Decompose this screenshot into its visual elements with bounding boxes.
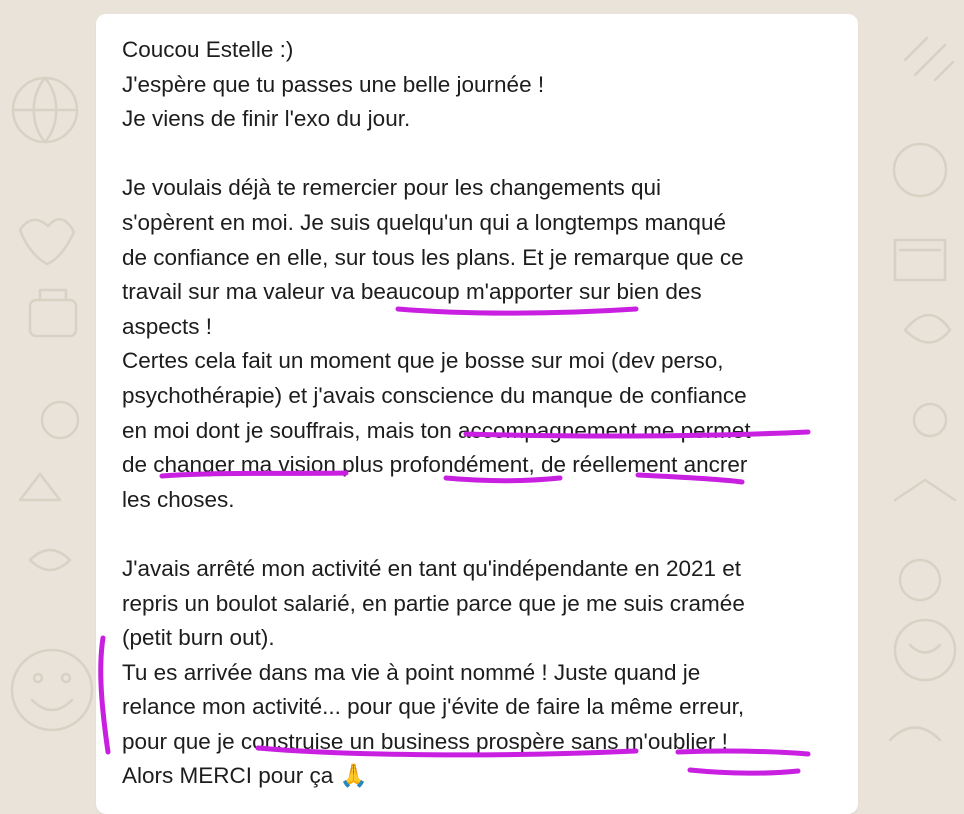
text-run: , de <box>528 452 573 478</box>
text-run: Alors MERCI pour ça <box>122 763 334 789</box>
underlined-phrase: ton accompagnement me permet <box>420 417 751 443</box>
message-line: les choses. <box>122 486 235 512</box>
heart-doodle-icon <box>20 219 74 264</box>
text-run: travail sur ma valeur va <box>122 279 361 305</box>
message-line: relance mon activité... pour que j'évite de faire la même erreur, <box>122 694 745 720</box>
underlined-phrase: réellement <box>572 452 678 478</box>
text-run: en moi dont je souffrais, mais <box>122 417 421 443</box>
underlined-phrase: profondément <box>389 452 529 478</box>
message-line: (petit burn out). <box>122 625 275 651</box>
underlined-phrase: changer ma vision <box>153 452 336 478</box>
text-run: plus <box>335 452 390 478</box>
message-line: J'espère que tu passes une belle journée ! <box>122 71 545 97</box>
message-line <box>122 759 857 794</box>
message-line: J'avais arrêté mon activité en tant qu'indépendante en 2021 et <box>122 555 742 581</box>
message-line: psychothérapie) et j'avais conscience du manque de confiance <box>122 382 747 408</box>
message-line: Coucou Estelle :) <box>122 37 294 62</box>
message-line: de confiance en elle, sur tous les plans. Et je remarque que ce <box>122 244 744 270</box>
underlined-phrase: beaucoup m'apporter <box>360 279 573 305</box>
text-run: sur bien des <box>572 279 702 305</box>
message-line <box>122 725 857 760</box>
blank-line <box>122 137 857 172</box>
text-run: ancrer <box>677 452 748 478</box>
message-line <box>122 448 857 483</box>
message-line: Certes cela fait un moment que je bosse sur moi (dev perso, <box>122 348 724 374</box>
message-line <box>122 414 857 449</box>
message-line: s'opèrent en moi. Je suis quelqu'un qui a longtemps manqué <box>122 209 726 235</box>
message-line: Je viens de finir l'exo du jour. <box>122 106 411 132</box>
message-line <box>122 275 857 310</box>
message-line: Je voulais déjà te remercier pour les changements qui <box>122 175 662 201</box>
message-line: Tu es arrivée dans ma vie à point nommé ! Juste quand je <box>122 659 701 685</box>
blank-line <box>122 517 857 552</box>
text-run: de <box>122 452 154 478</box>
message-line: repris un boulot salarié, en partie parce que je me suis cramée <box>122 590 745 616</box>
smiley-doodle-icon <box>12 650 92 730</box>
message-line: aspects ! <box>122 313 213 339</box>
text-run: pour que je <box>122 728 241 754</box>
praying-hands-emoji: 🙏 <box>339 763 368 789</box>
underlined-phrase: m'oublier <box>624 728 716 754</box>
message-text <box>122 33 857 794</box>
underlined-phrase: construise un business prospère <box>240 728 565 754</box>
text-run: sans <box>564 728 625 754</box>
text-run: ! <box>715 728 728 754</box>
